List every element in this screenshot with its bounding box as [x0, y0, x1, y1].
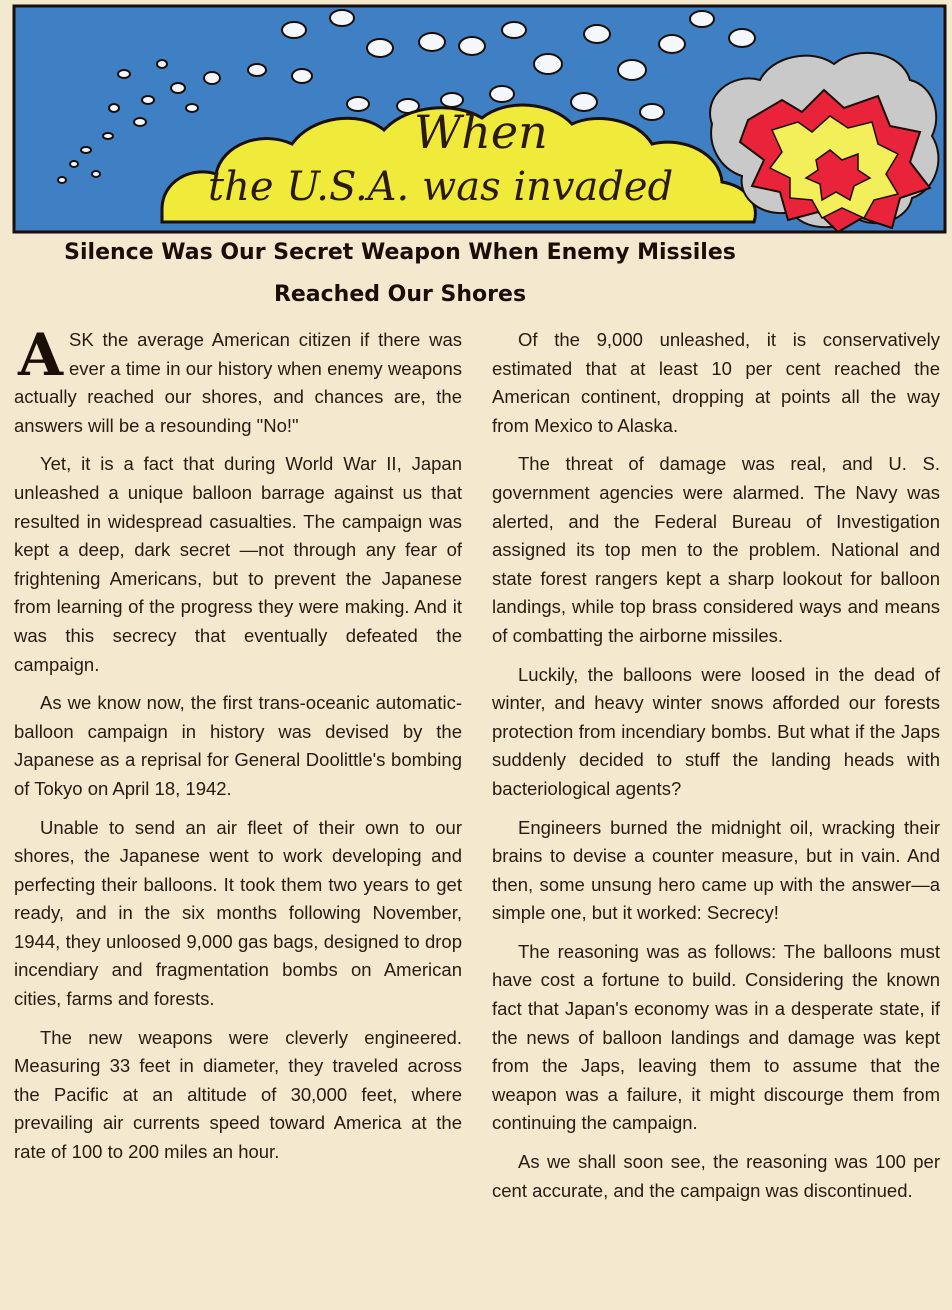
banner-illustration [12, 4, 947, 234]
article-paragraph: The reasoning was as follows: The balloons must have cost a fortune to build. Considering the known fact that Japan's economy was in a desperate state, if the news of balloon landings and damage was kept from the Japs, leaving them to assume that the weapon was a failure, it might discourge them from continuing the campaign. [492, 940, 940, 1134]
banner-title-line1: When [414, 105, 548, 159]
article-paragraph-text: SK the average American citizen if there was ever a time in our history when enemy weapons actually reached our shores, and chances are, the answers will be a resounding "No!" [14, 329, 462, 436]
article-paragraph: Luckily, the balloons were loosed in the dead of winter, and heavy winter snows afforded our forests protection from incendiary bombs. But what if the Japs suddenly decided to stuff the landing heads with bacteriological agents? [492, 663, 940, 799]
article-column-right [492, 326, 940, 1215]
banner-title-line2: the U.S.A. was invaded [208, 164, 674, 210]
article-paragraph: Unable to send an air fleet of their own to our shores, the Japanese went to work developing and perfecting their balloons. It took them two years to get ready, and in the six months following November, 1944, they unloosed 9,000 gas bags, designed to drop incendiary and fragmentation bombs on American cities, farms and forests. [14, 816, 462, 1010]
article-paragraph: The new weapons were cleverly engineered. Measuring 33 feet in diameter, they traveled across the Pacific at an altitude of 30,000 feet, where prevailing air currents speed toward America at the rate of 100 to 200 miles an hour. [14, 1026, 462, 1163]
headline-line2: Reached Our Shores [273, 282, 527, 307]
article-paragraph: As we shall soon see, the reasoning was 100 per cent accurate, and the campaign was discontinued. [492, 1151, 940, 1201]
article-paragraph: The threat of damage was real, and U. S. government agencies were alarmed. The Navy was alerted, and the Federal Bureau of Investigation assigned its top men to the problem. National and state forest rangers kept a sharp lookout for balloon landings, while top brass considered ways and means of combatting the airborne missiles. [492, 453, 940, 646]
article-paragraph: Of the 9,000 unleashed, it is conservatively estimated that at least 10 per cent reached the American continent, dropping at points all the way from Mexico to Alaska. [492, 329, 940, 436]
article-paragraph: As we know now, the first trans-oceanic automatic-balloon campaign in history was devised by the Japanese as a reprisal for General Doolittle's bombing of Tokyo on April 18, 1942. [14, 692, 462, 799]
article-column-left [14, 321, 462, 1177]
article-paragraph: Yet, it is a fact that during World War II, Japan unleashed a unique balloon barrage against us that resulted in widespread casualties. The campaign was kept a deep, dark secret —not through any fear of frightening Americans, but to prevent the Japanese from learning of the progress they were making. And it was this secrecy that eventually defeated the campaign. [14, 453, 462, 675]
headline [0, 232, 800, 316]
title-banner [12, 4, 947, 234]
drop-cap: A [18, 321, 64, 389]
article-paragraph [14, 321, 462, 440]
article-paragraph: Engineers burned the midnight oil, wracking their brains to devise a counter measure, but in vain. And then, some unsung hero came up with the answer—a simple one, but it worked: Secrecy! [492, 816, 940, 924]
headline-line1: Silence Was Our Secret Weapon When Enemy Missiles [64, 240, 736, 265]
